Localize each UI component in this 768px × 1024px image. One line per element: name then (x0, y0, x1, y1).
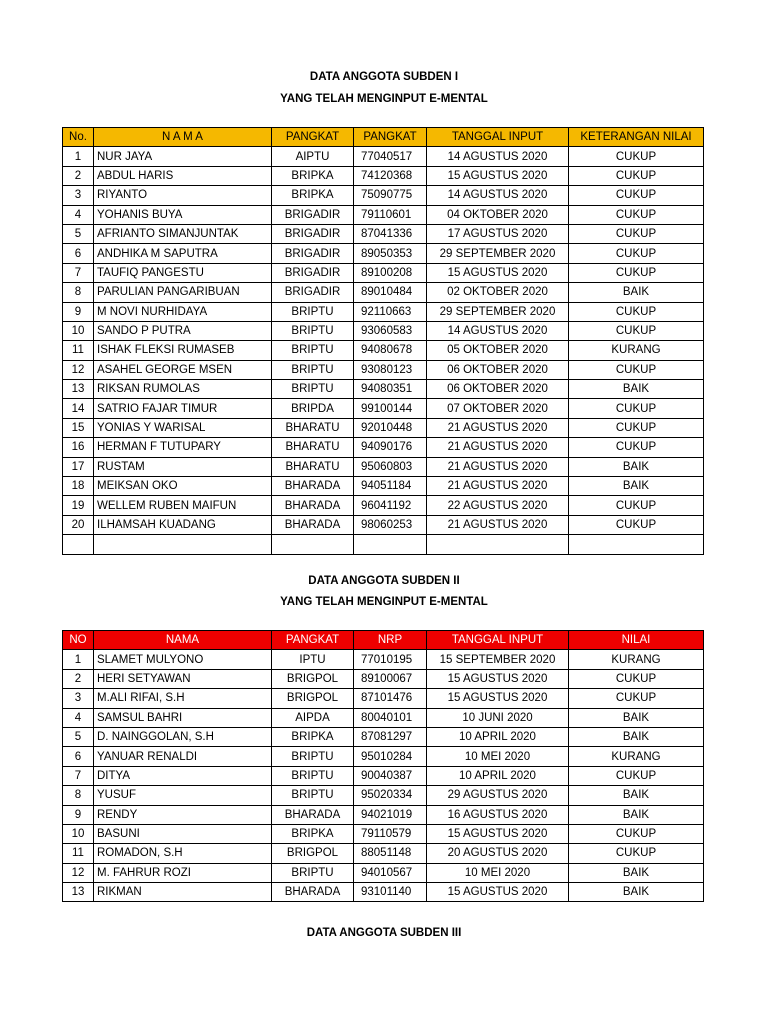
header-score: KETERANGAN NILAI (569, 128, 704, 147)
cell-input-date: 10 APRIL 2020 (427, 727, 569, 746)
table-row (63, 283, 704, 302)
section2-subtitle: YANG TELAH MENGINPUT E-MENTAL (280, 596, 488, 608)
header-rank: PANGKAT (272, 631, 354, 650)
cell-nrp: 93060583 (354, 321, 427, 340)
cell-score: CUKUP (569, 147, 704, 166)
table-row (63, 457, 704, 476)
cell-nrp: 93080123 (354, 360, 427, 379)
cell-nrp: 98060253 (354, 515, 427, 534)
cell-rank: BRIPKA (272, 824, 354, 843)
cell-no: 2 (63, 166, 94, 185)
cell-rank: BHARATU (272, 457, 354, 476)
cell-score (569, 535, 704, 554)
cell-input-date: 15 AGUSTUS 2020 (427, 263, 569, 282)
cell-score: CUKUP (569, 360, 704, 379)
table-row (63, 380, 704, 399)
table-row (63, 477, 704, 496)
header-no: No. (63, 128, 94, 147)
cell-score: CUKUP (569, 496, 704, 515)
cell-rank: BRIGPOL (272, 669, 354, 688)
table-row (63, 844, 704, 863)
table-row (63, 535, 704, 554)
cell-nrp: 92110663 (354, 302, 427, 321)
cell-nrp: 93101140 (354, 883, 427, 902)
cell-no: 12 (63, 863, 94, 882)
cell-rank: BRIPTU (272, 747, 354, 766)
cell-no: 8 (63, 786, 94, 805)
cell-rank: AIPDA (272, 708, 354, 727)
cell-rank: BHARADA (272, 805, 354, 824)
table-header-row (63, 631, 704, 650)
cell-input-date: 16 AGUSTUS 2020 (427, 805, 569, 824)
cell-name: TAUFIQ PANGESTU (94, 263, 272, 282)
table-row (63, 747, 704, 766)
header-name: NAMA (94, 631, 272, 650)
cell-nrp: 94051184 (354, 477, 427, 496)
cell-no: 6 (63, 747, 94, 766)
cell-input-date: 10 JUNI 2020 (427, 708, 569, 727)
cell-no: 17 (63, 457, 94, 476)
cell-input-date: 21 AGUSTUS 2020 (427, 438, 569, 457)
cell-rank: BRIPTU (272, 341, 354, 360)
header-input-date: TANGGAL INPUT (427, 631, 569, 650)
cell-input-date: 21 AGUSTUS 2020 (427, 418, 569, 437)
cell-no: 1 (63, 147, 94, 166)
table-row (63, 224, 704, 243)
cell-nrp: 90040387 (354, 766, 427, 785)
cell-nrp: 94021019 (354, 805, 427, 824)
cell-nrp: 77010195 (354, 650, 427, 669)
cell-rank: BRIPTU (272, 360, 354, 379)
cell-name: SLAMET MULYONO (94, 650, 272, 669)
cell-nrp: 94090176 (354, 438, 427, 457)
cell-input-date: 29 SEPTEMBER 2020 (427, 302, 569, 321)
cell-score: CUKUP (569, 166, 704, 185)
table-row (63, 515, 704, 534)
cell-input-date: 15 AGUSTUS 2020 (427, 669, 569, 688)
cell-no: 5 (63, 727, 94, 746)
section3-title: DATA ANGGOTA SUBDEN III (306, 927, 462, 939)
cell-name: MEIKSAN OKO (94, 477, 272, 496)
cell-nrp: 74120368 (354, 166, 427, 185)
cell-name: ROMADON, S.H (94, 844, 272, 863)
cell-no: 12 (63, 360, 94, 379)
table-row (63, 418, 704, 437)
cell-score: CUKUP (569, 766, 704, 785)
cell-name: ISHAK FLEKSI RUMASEB (94, 341, 272, 360)
cell-no: 11 (63, 844, 94, 863)
table-row (63, 166, 704, 185)
cell-input-date: 06 OKTOBER 2020 (427, 360, 569, 379)
cell-input-date: 14 AGUSTUS 2020 (427, 186, 569, 205)
cell-score: BAIK (569, 863, 704, 882)
cell-rank: BRIGADIR (272, 283, 354, 302)
cell-input-date: 07 OKTOBER 2020 (427, 399, 569, 418)
cell-no: 13 (63, 380, 94, 399)
cell-name: BASUNI (94, 824, 272, 843)
cell-input-date: 05 OKTOBER 2020 (427, 341, 569, 360)
cell-input-date (427, 535, 569, 554)
cell-name: RUSTAM (94, 457, 272, 476)
cell-nrp: 80040101 (354, 708, 427, 727)
cell-score: CUKUP (569, 824, 704, 843)
header-score: NILAI (569, 631, 704, 650)
cell-input-date: 15 AGUSTUS 2020 (427, 166, 569, 185)
cell-score: BAIK (569, 883, 704, 902)
table-row (63, 496, 704, 515)
cell-rank: BHARATU (272, 418, 354, 437)
table-row (63, 766, 704, 785)
cell-rank: IPTU (272, 650, 354, 669)
cell-no: 5 (63, 224, 94, 243)
table-row (63, 708, 704, 727)
cell-nrp: 95020334 (354, 786, 427, 805)
cell-name: D. NAINGGOLAN, S.H (94, 727, 272, 746)
cell-score: CUKUP (569, 515, 704, 534)
cell-name: ASAHEL GEORGE MSEN (94, 360, 272, 379)
cell-name: ABDUL HARIS (94, 166, 272, 185)
cell-score: CUKUP (569, 399, 704, 418)
cell-input-date: 21 AGUSTUS 2020 (427, 477, 569, 496)
cell-rank: BHARADA (272, 477, 354, 496)
table-row (63, 883, 704, 902)
cell-rank: BRIPKA (272, 727, 354, 746)
cell-name: YONIAS Y WARISAL (94, 418, 272, 437)
header-name: N A M A (94, 128, 272, 147)
cell-score: CUKUP (569, 224, 704, 243)
table-row (63, 669, 704, 688)
cell-name: NUR JAYA (94, 147, 272, 166)
cell-nrp: 79110579 (354, 824, 427, 843)
cell-rank: BRIPTU (272, 786, 354, 805)
cell-input-date: 22 AGUSTUS 2020 (427, 496, 569, 515)
cell-nrp: 89100067 (354, 669, 427, 688)
cell-input-date: 29 SEPTEMBER 2020 (427, 244, 569, 263)
cell-score: CUKUP (569, 186, 704, 205)
cell-name: ANDHIKA M SAPUTRA (94, 244, 272, 263)
cell-rank: BRIPTU (272, 380, 354, 399)
table-row (63, 205, 704, 224)
cell-nrp: 94080351 (354, 380, 427, 399)
cell-rank: BRIGPOL (272, 844, 354, 863)
cell-input-date: 21 AGUSTUS 2020 (427, 515, 569, 534)
cell-input-date: 15 SEPTEMBER 2020 (427, 650, 569, 669)
cell-no: 7 (63, 263, 94, 282)
cell-nrp: 88051148 (354, 844, 427, 863)
cell-no: 19 (63, 496, 94, 515)
cell-name: YOHANIS BUYA (94, 205, 272, 224)
cell-no: 2 (63, 669, 94, 688)
cell-input-date: 15 AGUSTUS 2020 (427, 883, 569, 902)
cell-rank: BHARATU (272, 438, 354, 457)
cell-input-date: 10 MEI 2020 (427, 747, 569, 766)
cell-score: CUKUP (569, 689, 704, 708)
subden-2-table (62, 630, 704, 902)
cell-name: RENDY (94, 805, 272, 824)
cell-no: 20 (63, 515, 94, 534)
cell-rank: BRIPKA (272, 186, 354, 205)
table-row (63, 399, 704, 418)
cell-no: 3 (63, 186, 94, 205)
cell-score: BAIK (569, 283, 704, 302)
table-row (63, 244, 704, 263)
cell-score: CUKUP (569, 263, 704, 282)
cell-nrp: 79110601 (354, 205, 427, 224)
section1-subtitle: YANG TELAH MENGINPUT E-MENTAL (280, 93, 488, 105)
cell-name: SATRIO FAJAR TIMUR (94, 399, 272, 418)
cell-name: M NOVI NURHIDAYA (94, 302, 272, 321)
cell-score: BAIK (569, 708, 704, 727)
cell-nrp: 95060803 (354, 457, 427, 476)
cell-nrp: 75090775 (354, 186, 427, 205)
cell-nrp: 94010567 (354, 863, 427, 882)
cell-score: BAIK (569, 727, 704, 746)
cell-rank: BRIGADIR (272, 224, 354, 243)
cell-no: 1 (63, 650, 94, 669)
cell-score: CUKUP (569, 205, 704, 224)
cell-rank: BRIPTU (272, 302, 354, 321)
table-row (63, 263, 704, 282)
cell-name: YUSUF (94, 786, 272, 805)
cell-name: RIYANTO (94, 186, 272, 205)
cell-nrp: 77040517 (354, 147, 427, 166)
cell-no: 8 (63, 283, 94, 302)
cell-no: 14 (63, 399, 94, 418)
cell-name: M.ALI RIFAI, S.H (94, 689, 272, 708)
cell-no: 10 (63, 824, 94, 843)
cell-name: WELLEM RUBEN MAIFUN (94, 496, 272, 515)
table-row (63, 302, 704, 321)
cell-rank: BRIGADIR (272, 205, 354, 224)
cell-no: 11 (63, 341, 94, 360)
table-row (63, 186, 704, 205)
cell-rank: AIPTU (272, 147, 354, 166)
cell-rank: BHARADA (272, 883, 354, 902)
header-input-date: TANGGAL INPUT (427, 128, 569, 147)
cell-rank: BRIGADIR (272, 263, 354, 282)
cell-rank: BRIPTU (272, 766, 354, 785)
cell-no: 4 (63, 708, 94, 727)
cell-name: SANDO P PUTRA (94, 321, 272, 340)
cell-rank: BRIGADIR (272, 244, 354, 263)
table-row (63, 805, 704, 824)
cell-name: AFRIANTO SIMANJUNTAK (94, 224, 272, 243)
cell-input-date: 10 MEI 2020 (427, 863, 569, 882)
cell-input-date: 14 AGUSTUS 2020 (427, 321, 569, 340)
cell-input-date: 15 AGUSTUS 2020 (427, 689, 569, 708)
cell-score: CUKUP (569, 321, 704, 340)
cell-score: CUKUP (569, 669, 704, 688)
cell-score: CUKUP (569, 438, 704, 457)
cell-input-date: 15 AGUSTUS 2020 (427, 824, 569, 843)
cell-score: BAIK (569, 477, 704, 496)
cell-nrp: 89010484 (354, 283, 427, 302)
table-row (63, 438, 704, 457)
cell-name: ILHAMSAH KUADANG (94, 515, 272, 534)
cell-no: 4 (63, 205, 94, 224)
cell-score: BAIK (569, 805, 704, 824)
cell-nrp (354, 535, 427, 554)
cell-no (63, 535, 94, 554)
cell-no: 16 (63, 438, 94, 457)
cell-rank: BRIPTU (272, 863, 354, 882)
cell-score: CUKUP (569, 302, 704, 321)
cell-score: KURANG (569, 341, 704, 360)
cell-rank: BHARADA (272, 496, 354, 515)
table-row (63, 689, 704, 708)
cell-input-date: 02 OKTOBER 2020 (427, 283, 569, 302)
cell-score: CUKUP (569, 418, 704, 437)
section2-title: DATA ANGGOTA SUBDEN II (308, 575, 460, 587)
header-no: NO (63, 631, 94, 650)
cell-name: RIKSAN RUMOLAS (94, 380, 272, 399)
cell-input-date: 14 AGUSTUS 2020 (427, 147, 569, 166)
cell-name: DITYA (94, 766, 272, 785)
cell-rank: BHARADA (272, 515, 354, 534)
cell-name: RIKMAN (94, 883, 272, 902)
cell-no: 15 (63, 418, 94, 437)
table-row (63, 824, 704, 843)
table-row (63, 727, 704, 746)
cell-rank: BRIPTU (272, 321, 354, 340)
table-row (63, 147, 704, 166)
cell-nrp: 94080678 (354, 341, 427, 360)
cell-input-date: 10 APRIL 2020 (427, 766, 569, 785)
cell-name: HERMAN F TUTUPARY (94, 438, 272, 457)
cell-input-date: 06 OKTOBER 2020 (427, 380, 569, 399)
cell-no: 7 (63, 766, 94, 785)
cell-score: BAIK (569, 786, 704, 805)
table-row (63, 360, 704, 379)
cell-rank (272, 535, 354, 554)
cell-no: 13 (63, 883, 94, 902)
cell-score: BAIK (569, 457, 704, 476)
section1-title: DATA ANGGOTA SUBDEN I (309, 71, 459, 83)
table-row (63, 650, 704, 669)
cell-nrp: 87041336 (354, 224, 427, 243)
cell-score: KURANG (569, 650, 704, 669)
cell-nrp: 92010448 (354, 418, 427, 437)
header-rank: PANGKAT (272, 128, 354, 147)
cell-no: 6 (63, 244, 94, 263)
cell-nrp: 96041192 (354, 496, 427, 515)
cell-input-date: 04 OKTOBER 2020 (427, 205, 569, 224)
header-nrp: PANGKAT (354, 128, 427, 147)
cell-rank: BRIPKA (272, 166, 354, 185)
header-nrp: NRP (354, 631, 427, 650)
cell-nrp: 99100144 (354, 399, 427, 418)
cell-name: YANUAR RENALDI (94, 747, 272, 766)
cell-nrp: 95010284 (354, 747, 427, 766)
cell-nrp: 87101476 (354, 689, 427, 708)
cell-no: 10 (63, 321, 94, 340)
cell-input-date: 20 AGUSTUS 2020 (427, 844, 569, 863)
cell-name (94, 535, 272, 554)
table-header-row (63, 128, 704, 147)
cell-nrp: 89050353 (354, 244, 427, 263)
cell-nrp: 89100208 (354, 263, 427, 282)
cell-no: 18 (63, 477, 94, 496)
cell-nrp: 87081297 (354, 727, 427, 746)
cell-input-date: 29 AGUSTUS 2020 (427, 786, 569, 805)
cell-name: SAMSUL BAHRI (94, 708, 272, 727)
cell-input-date: 17 AGUSTUS 2020 (427, 224, 569, 243)
table-row (63, 341, 704, 360)
cell-score: BAIK (569, 380, 704, 399)
cell-rank: BRIPDA (272, 399, 354, 418)
table-row (63, 863, 704, 882)
cell-no: 9 (63, 302, 94, 321)
cell-score: CUKUP (569, 244, 704, 263)
cell-no: 3 (63, 689, 94, 708)
subden-1-table (62, 127, 704, 555)
table-row (63, 786, 704, 805)
cell-name: PARULIAN PANGARIBUAN (94, 283, 272, 302)
cell-score: CUKUP (569, 844, 704, 863)
cell-rank: BRIGPOL (272, 689, 354, 708)
table-row (63, 321, 704, 340)
cell-no: 9 (63, 805, 94, 824)
cell-score: KURANG (569, 747, 704, 766)
cell-name: HERI SETYAWAN (94, 669, 272, 688)
cell-name: M. FAHRUR ROZI (94, 863, 272, 882)
cell-input-date: 21 AGUSTUS 2020 (427, 457, 569, 476)
